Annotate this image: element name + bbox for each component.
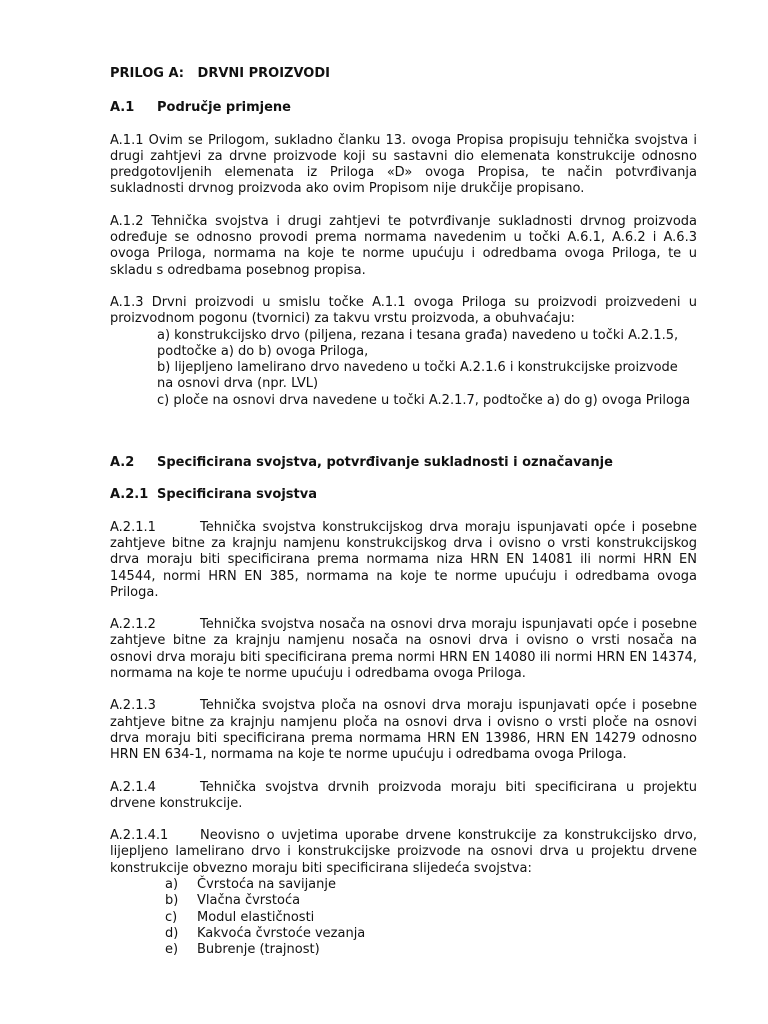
section-number: A.2 xyxy=(110,455,135,471)
clause-text: Tehnička svojstva konstrukcijskog drva moraju ispunjavati opće i posebne zahtjeve bitne za krajnju namjenu konstrukcijskog drva i ovisno o vrsti konstrukcijskog drva moraju biti specificirana prema normama niza HRN EN 14081 ili normi HRN EN 14544, normi HRN EN 385, normama na koje te norme upućuju i odredbama ovoga Priloga. xyxy=(110,519,697,600)
list-item xyxy=(165,893,697,909)
list-marker: b) xyxy=(165,893,179,909)
section-title: Područje primjene xyxy=(157,100,291,116)
section-number: A.2.1 xyxy=(110,487,149,503)
list-item: c) ploče na osnovi drva navedene u točki A.2.1.7, podtočke a) do g) ovoga Priloga xyxy=(157,392,691,408)
clause-number: A.2.1.1 xyxy=(110,519,156,535)
list-marker: c) xyxy=(165,909,178,925)
paragraph-a21141 xyxy=(110,828,697,877)
section-heading-a2 xyxy=(110,455,697,471)
list-item xyxy=(165,942,697,958)
list-item: a) konstrukcijsko drvo (piljena, rezana i tesana građa) navedeno u točki A.2.1.5, podtočke a) do b) ovoga Priloga, xyxy=(157,327,679,359)
list-text: Čvrstoća na savijanje xyxy=(197,876,336,892)
paragraph-a112: A.1.2 Tehnička svojstva i drugi zahtjevi te potvrđivanje sukladnosti drvnog proizvoda određuje se odnosno provodi prema normama navedenim u točki A.6.1, A.6.2 i A.6.3 ovoga Priloga, normama na koje te norme upućuju i odredbama ovoga Priloga, te u skladu s odredbama posebnog propisa. xyxy=(110,213,697,278)
list-text: Bubrenje (trajnost) xyxy=(197,942,320,958)
list-text: Modul elastičnosti xyxy=(197,909,315,925)
paragraph-a2112 xyxy=(110,617,697,682)
clause-text: Tehnička svojstva nosača na osnovi drva moraju ispunjavati opće i posebne zahtjeve bitne za krajnju namjenu nosača na osnovi drva i ovisno o vrsti nosača na osnovi drva moraju biti specificirana prema normi HRN EN 14080 ili normi HRN EN 14374, normama na koje te norme upućuju i odredbama ovoga Priloga. xyxy=(110,617,697,682)
section-title: Specificirana svojstva xyxy=(157,487,317,503)
list-item: b) lijepljeno lamelirano drvo navedeno u točki A.2.1.6 i konstrukcijske proizvode na osnovi drva (npr. LVL) xyxy=(157,360,678,392)
list-item xyxy=(165,926,697,942)
list-marker: e) xyxy=(165,942,179,958)
clause-text: Tehnička svojstva drvnih proizvoda moraju biti specificirana u projektu drvene konstrukcije. xyxy=(110,779,697,811)
paragraph-a2114 xyxy=(110,780,697,813)
clause-number: A.2.1.4 xyxy=(110,779,156,795)
paragraph-a111: A.1.1 Ovim se Prilogom, sukladno članku 13. ovoga Propisa propisuju tehnička svojstva i drugi zahtjevi za drvne proizvode koji su sastavni dio elemenata konstrukcije odnosno predgotovljenih elemenata iz Priloga «D» ovoga Propisa, te način potvrđivanja sukladnosti drvnog proizvoda ako ovim Propisom nije drukčije propisano. xyxy=(110,132,697,197)
list-item xyxy=(165,877,697,893)
list-marker: d) xyxy=(165,925,179,941)
list-marker: a) xyxy=(165,876,179,892)
clause-number: A.2.1.2 xyxy=(110,617,156,633)
paragraph-a113: A.1.3 Drvni proizvodi u smislu točke A.1.1 ovoga Priloga su proizvodi proizvedeni u proizvodnom pogonu (tvornici) za takvu vrstu proizvoda, a obuhvaćaju: xyxy=(110,294,697,327)
annex-title: PRILOG A: DRVNI PROIZVODI xyxy=(110,66,330,81)
list-item xyxy=(165,910,697,926)
paragraph-a2113 xyxy=(110,698,697,763)
section-number: A.1 xyxy=(110,100,135,116)
clause-text: Neovisno o uvjetima uporabe drvene konstrukcije za konstrukcijsko drvo, lijepljeno lamelirano drvo i konstrukcijske proizvode na osnovi drva u projektu drvene konstrukcije obvezno moraju biti specificirana slijedeća svojstva: xyxy=(110,828,697,876)
document-page xyxy=(110,66,697,958)
clause-text: Tehnička svojstva ploča na osnovi drva moraju ispunjavati opće i posebne zahtjeve bitne za krajnju namjenu ploča na osnovi drva i ovisno o vrsti ploče na osnovi drva moraju biti specificirana prema normama HRN EN 13986, HRN EN 14279 odnosno HRN EN 634-1, normama na koje te norme upućuju i odredbama ovoga Priloga. xyxy=(110,698,697,763)
section-title: Specificirana svojstva, potvrđivanje sukladnosti i označavanje xyxy=(157,455,613,471)
clause-number: A.2.1.4.1 xyxy=(110,828,169,844)
section-heading-a1 xyxy=(110,100,697,116)
clause-number: A.2.1.3 xyxy=(110,698,156,714)
paragraph-a2111 xyxy=(110,520,697,601)
property-list xyxy=(110,877,697,958)
list-text: Vlačna čvrstoća xyxy=(197,893,301,909)
section-heading-a21 xyxy=(110,487,697,503)
list-text: Kakvoća čvrstoće vezanja xyxy=(197,925,366,941)
